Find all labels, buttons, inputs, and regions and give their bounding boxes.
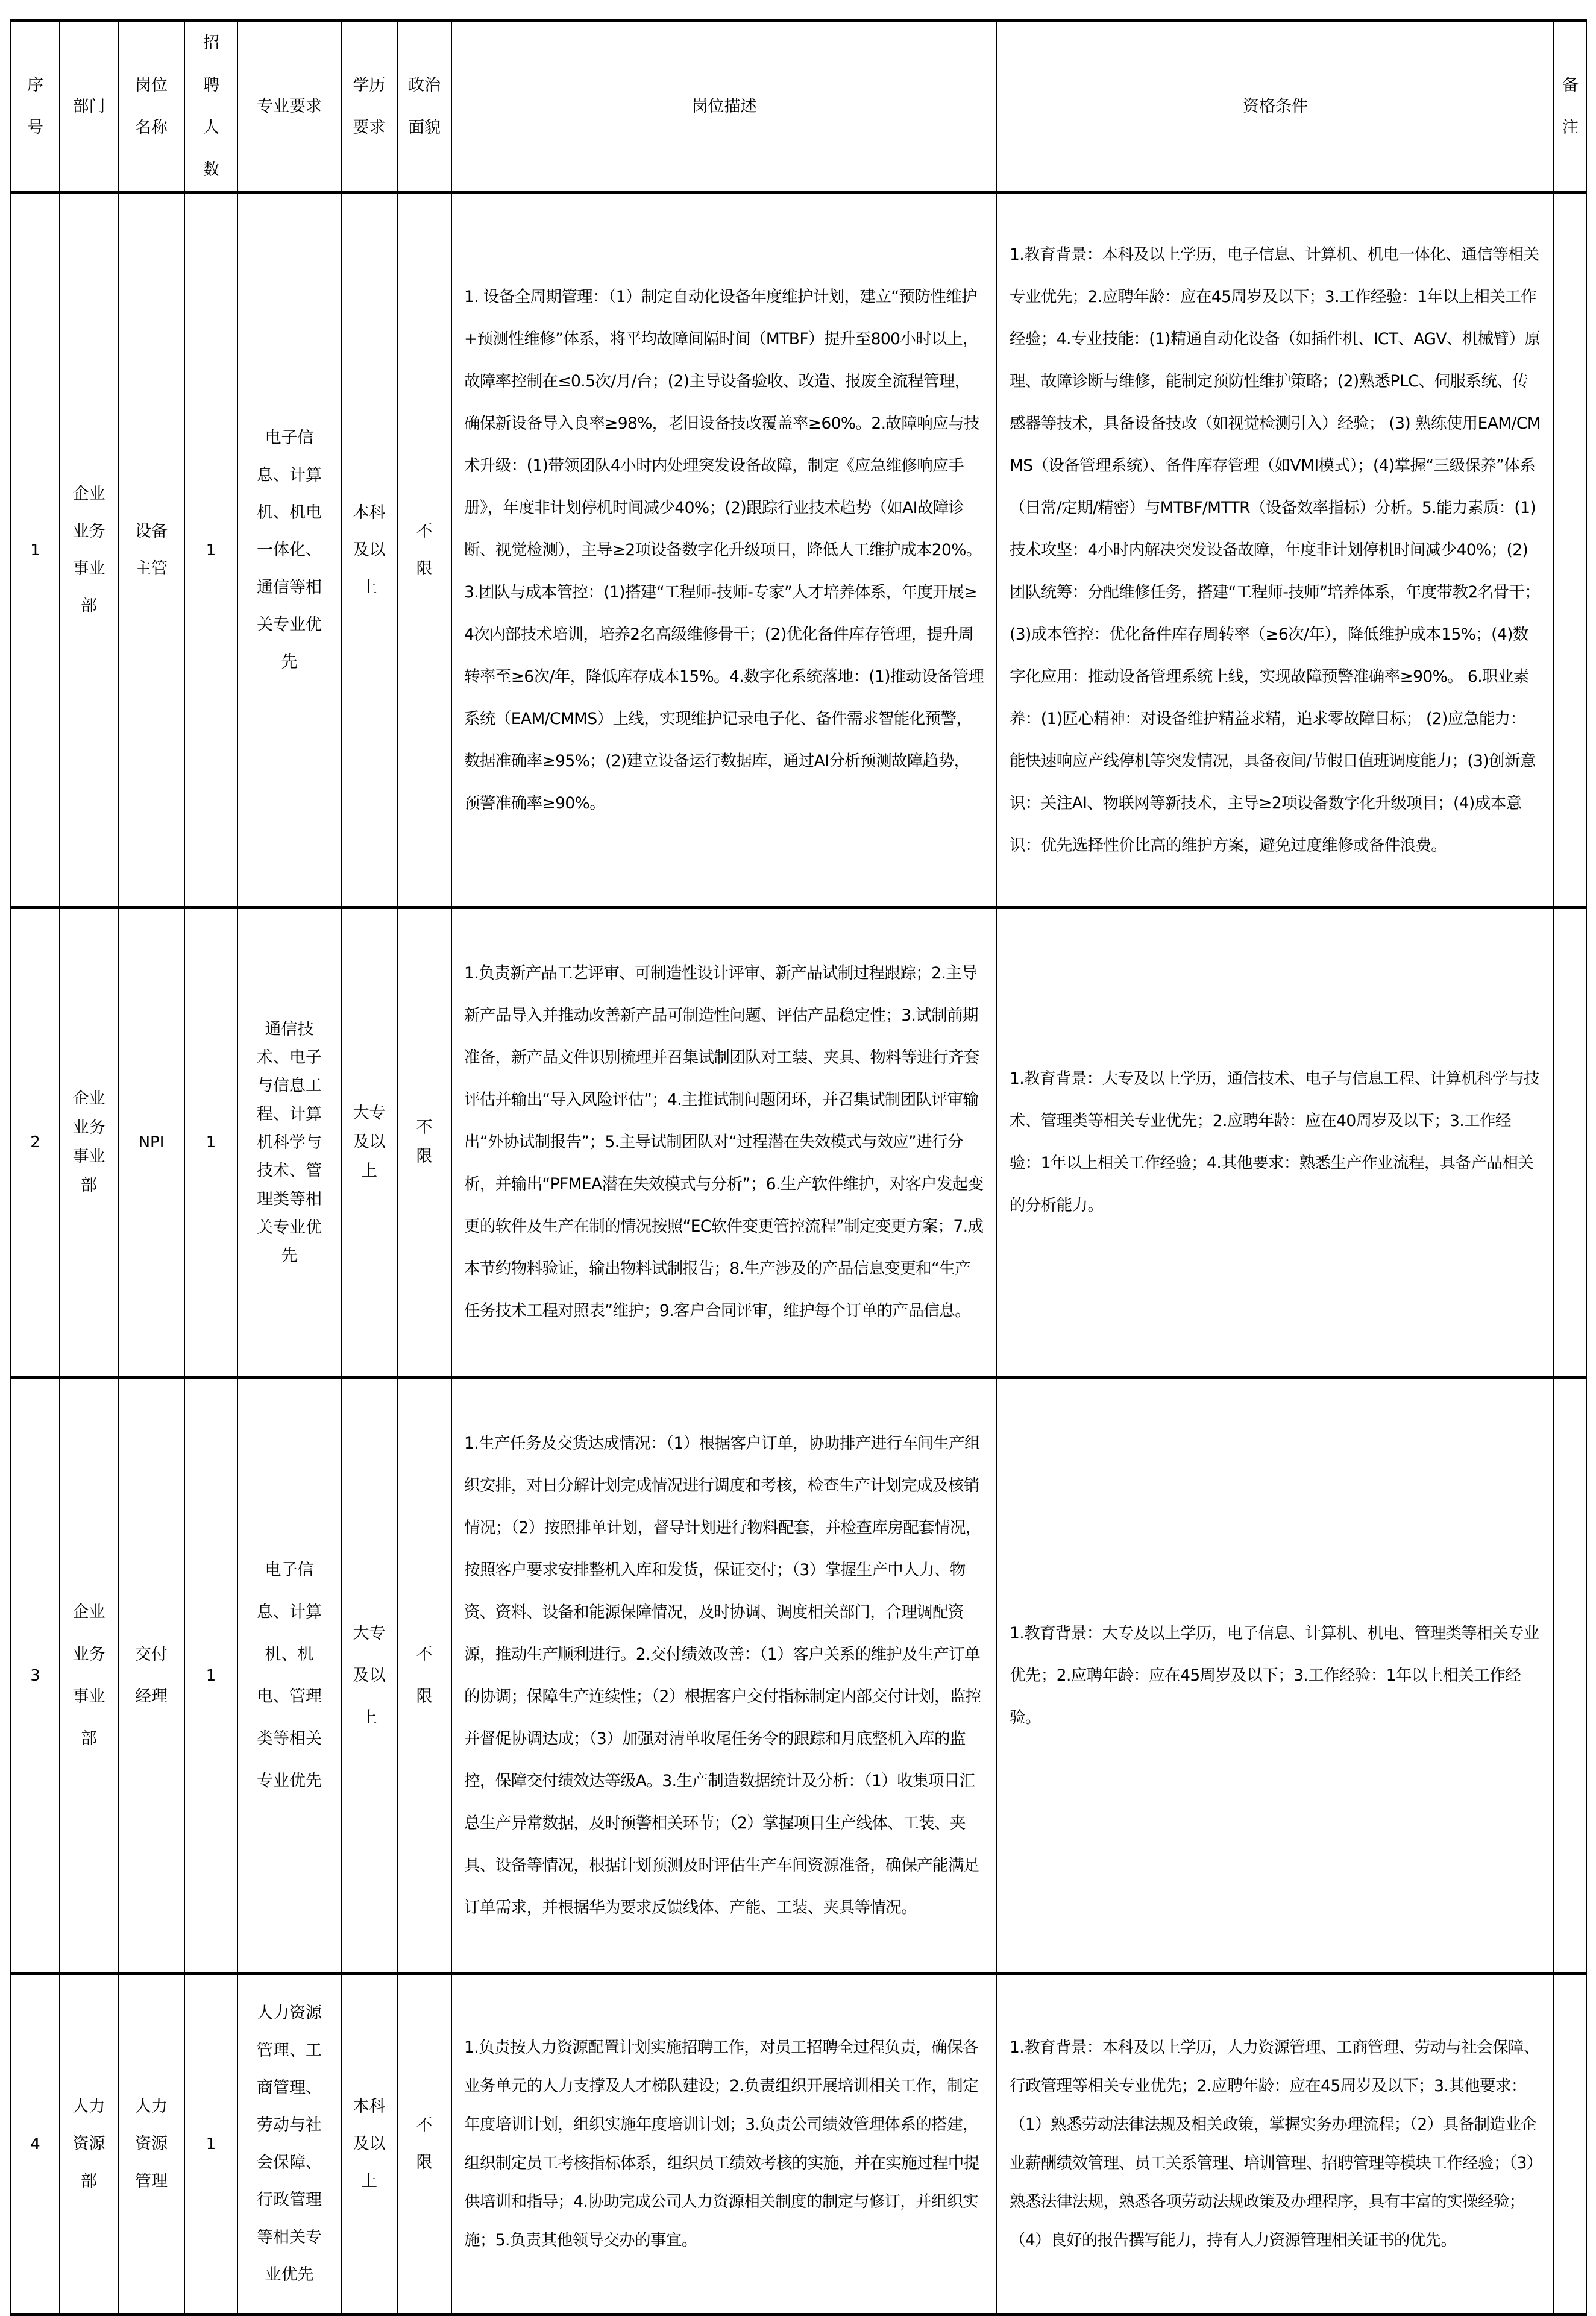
cell-dept: 企业业务事业部 xyxy=(60,1377,118,1974)
cell-remark xyxy=(1554,193,1586,908)
header-remark: 备注 xyxy=(1554,21,1586,193)
cell-headcount: 1 xyxy=(184,908,237,1377)
header-dept: 部门 xyxy=(60,21,118,193)
header-position: 岗位名称 xyxy=(118,21,184,193)
cell-political: 不限 xyxy=(397,1974,451,2315)
cell-qualification: 1.教育背景：本科及以上学历，人力资源管理、工商管理、劳动与社会保障、行政管理等相关专业优先；2.应聘年龄：应在45周岁及以下；3.其他要求：（1）熟悉劳动法律法规及相关政策，掌握实务办理流程；（2）具备制造业企业薪酬绩效管理、员工关系管理、培训管理、招聘管理等模块工作经验；（3）熟悉法律法规，熟悉各项劳动法规政策及办理程序，具有丰富的实操经验；（4）良好的报告撰写能力，持有人力资源管理相关证书的优先。 xyxy=(997,1974,1554,2315)
cell-major: 通信技术、电子与信息工程、计算机科学与技术、管理类等相关专业优先 xyxy=(237,908,341,1377)
table-row xyxy=(11,908,1586,1377)
cell-major: 电子信息、计算机、机电、管理类等相关专业优先 xyxy=(237,1377,341,1974)
table-row xyxy=(11,1974,1586,2315)
table-row xyxy=(11,1377,1586,1974)
header-political: 政治面貌 xyxy=(397,21,451,193)
cell-seq: 2 xyxy=(11,908,60,1377)
cell-position: NPI xyxy=(118,908,184,1377)
cell-qualification: 1.教育背景：本科及以上学历，电子信息、计算机、机电一体化、通信等相关专业优先；2.应聘年龄：应在45周岁及以下；3.工作经验：1年以上相关工作经验；4.专业技能：(1)精通自动化设备（如插件机、ICT、AGV、机械臂）原理、故障诊断与维修，能制定预防性维护策略；(2)熟悉PLC、伺服系统、传感器等技术，具备设备技改（如视觉检测引入）经验； (3) 熟练使用EAM/CMMS（设备管理系统）、备件库存管理（如VMI模式）；(4)掌握“三级保养”体系（日常/定期/精密）与MTBF/MTTR（设备效率指标）分析。5.能力素质：(1)技术攻坚：4小时内解决突发设备故障，年度非计划停机时间减少40%；(2)团队统筹：分配维修任务，搭建“工程师-技师”培养体系，年度带教2名骨干；(3)成本管控：优化备件库存周转率（≥6次/年），降低维护成本15%；(4)数字化应用：推动设备管理系统上线，实现故障预警准确率≥90%。 6.职业素养：(1)匠心精神：对设备维护精益求精，追求零故障目标； (2)应急能力：能快速响应产线停机等突发情况，具备夜间/节假日值班调度能力；(3)创新意识：关注AI、物联网等新技术，主导≥2项设备数字化升级项目；(4)成本意识：优先选择性价比高的维护方案，避免过度维修或备件浪费。 xyxy=(997,193,1554,908)
recruitment-table xyxy=(10,19,1587,2316)
cell-seq: 3 xyxy=(11,1377,60,1974)
cell-seq: 4 xyxy=(11,1974,60,2315)
cell-remark xyxy=(1554,1974,1586,2315)
cell-seq: 1 xyxy=(11,193,60,908)
table-row xyxy=(11,193,1586,908)
header-description: 岗位描述 xyxy=(451,21,997,193)
cell-education: 大专及以上 xyxy=(341,908,397,1377)
cell-description: 1.生产任务及交货达成情况：（1）根据客户订单，协助排产进行车间生产组织安排，对日分解计划完成情况进行调度和考核，检查生产计划完成及核销情况；（2）按照排单计划，督导计划进行物料配套，并检查库房配套情况，按照客户要求安排整机入库和发货，保证交付；（3）掌握生产中人力、物资、资料、设备和能源保障情况，及时协调、调度相关部门，合理调配资源，推动生产顺利进行。2.交付绩效改善：（1）客户关系的维护及生产订单的协调；保障生产连续性；（2）根据客户交付指标制定内部交付计划，监控并督促协调达成；（3）加强对清单收尾任务令的跟踪和月底整机入库的监控，保障交付绩效达等级A。3.生产制造数据统计及分析：（1）收集项目汇总生产异常数据，及时预警相关环节；（2）掌握项目生产线体、工装、夹具、设备等情况，根据计划预测及时评估生产车间资源准备，确保产能满足订单需求，并根据华为要求反馈线体、产能、工装、夹具等情况。 xyxy=(451,1377,997,1974)
cell-political: 不限 xyxy=(397,1377,451,1974)
cell-position: 人力资源管理 xyxy=(118,1974,184,2315)
cell-education: 大专及以上 xyxy=(341,1377,397,1974)
cell-headcount: 1 xyxy=(184,1377,237,1974)
cell-dept: 人力资源部 xyxy=(60,1974,118,2315)
header-education: 学历要求 xyxy=(341,21,397,193)
cell-major: 人力资源管理、工商管理、劳动与社会保障、行政管理等相关专业优先 xyxy=(237,1974,341,2315)
header-headcount: 招聘人数 xyxy=(184,21,237,193)
header-row xyxy=(11,21,1586,193)
cell-description: 1. 设备全周期管理：（1）制定自动化设备年度维护计划，建立“预防性维护+预测性维修”体系，将平均故障间隔时间（MTBF）提升至800小时以上，故障率控制在≤0.5次/月/台；(2)主导设备验收、改造、报废全流程管理，确保新设备导入良率≥98%，老旧设备技改覆盖率≥60%。2.故障响应与技术升级：(1)带领团队4小时内处理突发设备故障，制定《应急维修响应手册》，年度非计划停机时间减少40%；(2)跟踪行业技术趋势（如AI故障诊断、视觉检测），主导≥2项设备数字化升级项目，降低人工维护成本20%。3.团队与成本管控：(1)搭建“工程师-技师-专家”人才培养体系，年度开展≥4次内部技术培训，培养2名高级维修骨干；(2)优化备件库存管理，提升周转率至≥6次/年，降低库存成本15%。4.数字化系统落地：(1)推动设备管理系统（EAM/CMMS）上线，实现维护记录电子化、备件需求智能化预警，数据准确率≥95%；(2)建立设备运行数据库，通过AI分析预测故障趋势，预警准确率≥90%。 xyxy=(451,193,997,908)
cell-political: 不限 xyxy=(397,908,451,1377)
cell-political: 不限 xyxy=(397,193,451,908)
cell-education: 本科及以上 xyxy=(341,193,397,908)
cell-qualification: 1.教育背景：大专及以上学历，电子信息、计算机、机电、管理类等相关专业优先；2.应聘年龄：应在45周岁及以下；3.工作经验：1年以上相关工作经验。 xyxy=(997,1377,1554,1974)
cell-qualification: 1.教育背景：大专及以上学历，通信技术、电子与信息工程、计算机科学与技术、管理类等相关专业优先；2.应聘年龄：应在40周岁及以下；3.工作经验：1年以上相关工作经验；4.其他要求：熟悉生产作业流程，具备产品相关的分析能力。 xyxy=(997,908,1554,1377)
header-major: 专业要求 xyxy=(237,21,341,193)
cell-remark xyxy=(1554,1377,1586,1974)
cell-description: 1.负责按人力资源配置计划实施招聘工作，对员工招聘全过程负责，确保各业务单元的人力支撑及人才梯队建设；2.负责组织开展培训相关工作，制定年度培训计划，组织实施年度培训计划；3.负责公司绩效管理体系的搭建，组织制定员工考核指标体系，组织员工绩效考核的实施，并在实施过程中提供培训和指导；4.协助完成公司人力资源相关制度的制定与修订，并组织实施；5.负责其他领导交办的事宜。 xyxy=(451,1974,997,2315)
cell-headcount: 1 xyxy=(184,1974,237,2315)
cell-description: 1.负责新产品工艺评审、可制造性设计评审、新产品试制过程跟踪；2.主导新产品导入并推动改善新产品可制造性问题、评估产品稳定性；3.试制前期准备，新产品文件识别梳理并召集试制团队对工装、夹具、物料等进行齐套评估并输出“导入风险评估”；4.主推试制问题闭环，并召集试制团队评审输出“外协试制报告”；5.主导试制团队对“过程潜在失效模式与效应”进行分析，并输出“PFMEA潜在失效模式与分析”；6.生产软件维护，对客户发起变更的软件及生产在制的情况按照“EC软件变更管控流程”制定变更方案；7.成本节约物料验证，输出物料试制报告；8.生产涉及的产品信息变更和“生产任务技术工程对照表”维护；9.客户合同评审，维护每个订单的产品信息。 xyxy=(451,908,997,1377)
cell-headcount: 1 xyxy=(184,193,237,908)
cell-dept: 企业业务事业部 xyxy=(60,193,118,908)
cell-major: 电子信息、计算机、机电一体化、通信等相关专业优先 xyxy=(237,193,341,908)
header-qualification: 资格条件 xyxy=(997,21,1554,193)
cell-remark xyxy=(1554,908,1586,1377)
cell-position: 交付经理 xyxy=(118,1377,184,1974)
cell-education: 本科及以上 xyxy=(341,1974,397,2315)
header-seq: 序号 xyxy=(11,21,60,193)
cell-dept: 企业业务事业部 xyxy=(60,908,118,1377)
cell-position: 设备主管 xyxy=(118,193,184,908)
